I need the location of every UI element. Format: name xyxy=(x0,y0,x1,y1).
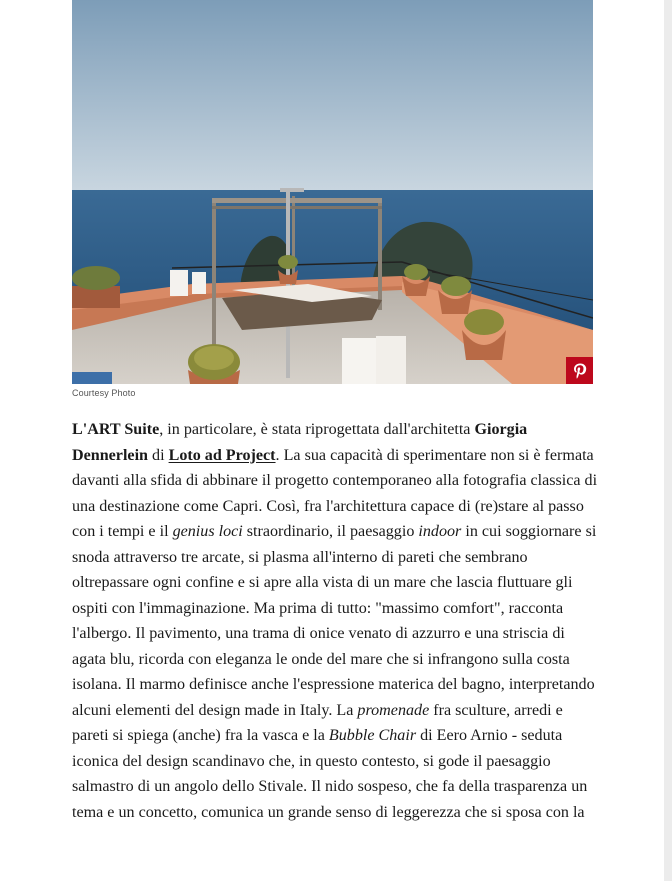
article-paragraph xyxy=(72,417,600,825)
studio-link[interactable]: Loto ad Project xyxy=(168,446,276,464)
text-run: fra sculture, arredi e pareti si spiega (anche) fra la vasca e la xyxy=(72,701,563,744)
text-run: , in particolare, è stata riprogettata dall'architetta xyxy=(159,421,475,438)
pinterest-save-button[interactable] xyxy=(566,357,593,384)
article-body xyxy=(72,417,600,825)
text-run: . La sua capacità di sperimentare non si è fermata davanti alla sfida di abbinare il progetto contemporaneo alla fotografia classica di una destinazione come Capri. Così, fra l'architettura capace di (re)stare al passo con i tempi e il xyxy=(72,446,598,540)
italic-term: promenade xyxy=(357,701,430,719)
text-run: di xyxy=(148,446,169,464)
page-right-edge xyxy=(664,0,672,881)
italic-term: Bubble Chair xyxy=(328,727,417,744)
text-run: in cui soggiornare si snoda attraverso tre arcate, si plasma all'interno di pareti che sembrano oltrepassare ogni confine e si apre alla vista di un mare che lascia fluttuare gli ospiti con l'immaginazione. Ma prima di tutto: "massimo comfort", racconta l'albergo. Il pavimento, una trama di onice venato di azzurro e una striscia di agata blu, ricorda con eleganza le onde del mare che si infrangono sulla costa isolana. Il marmo definisce anche l'espressione materica del bagno, interpretando alcuni elementi del design made in Italy. La xyxy=(72,523,597,719)
suite-name: L'ART Suite xyxy=(72,421,160,438)
italic-term: genius loci xyxy=(172,523,243,540)
photo-caption: Courtesy Photo xyxy=(72,388,136,398)
italic-term: indoor xyxy=(418,523,462,540)
terrace-photo-illustration xyxy=(72,0,593,384)
pinterest-icon xyxy=(573,363,587,379)
article-photo xyxy=(72,0,593,384)
text-run: straordinario, il paesaggio xyxy=(242,523,419,540)
architect-name: Giorgia Dennerlein xyxy=(72,421,528,464)
text-run: di Eero Arnio - seduta iconica del design scandinavo che, in questo contesto, si gode il paesaggio salmastro di un angolo dello Stivale. Il nido sospeso, che fa della trasparenza un tema e un concetto, comunica un grande senso di leggerezza che si sposa con la xyxy=(72,727,588,821)
